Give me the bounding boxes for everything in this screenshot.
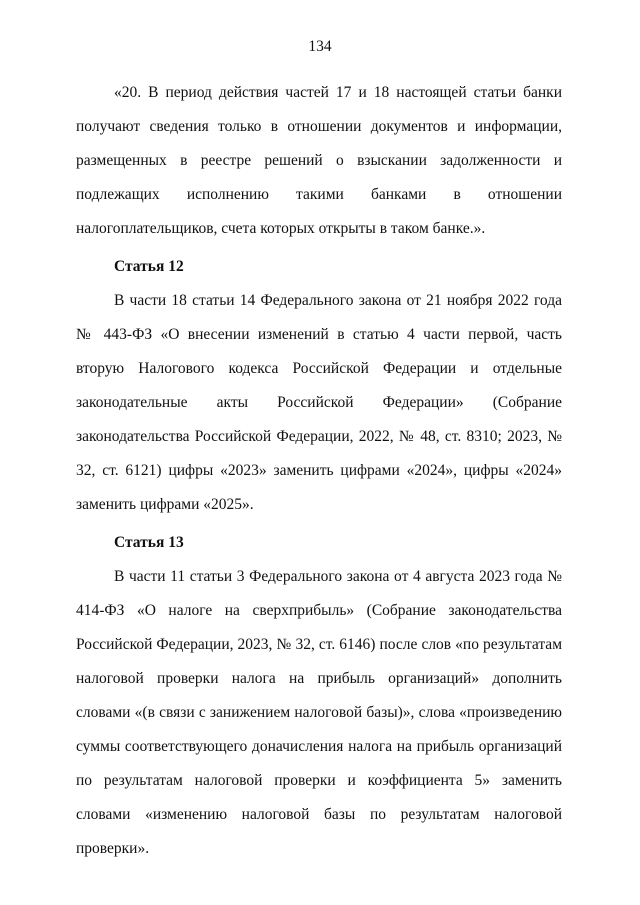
document-body (76, 76, 562, 866)
paragraph-article-11-part-20: «20. В период действия частей 17 и 18 настоящей статьи банки получают сведения только в отношении документов и информации, размещенных в реестре решений о взыскании задолженности и подлежащих исполнению такими банками в отношении налогоплательщиков, счета которых открыты в таком банке.». (76, 84, 562, 237)
paragraph-article-13: В части 11 статьи 3 Федерального закона от 4 августа 2023 года № 414-ФЗ «О налоге на сверхприбыль» (Собрание законодательства Российской Федерации, 2023, № 32, ст. 6146) после слов «по результатам налоговой проверки налога на прибыль организаций» дополнить словами «(в связи с занижением налоговой базы)», слова «произведению суммы соответствующего доначисления налога на прибыль организаций по результатам налоговой проверки и коэффициента 5» заменить словами «изменению налоговой базы по результатам налоговой проверки». (76, 568, 562, 857)
page-number: 134 (308, 38, 332, 55)
heading-article-13: Статья 13 (114, 534, 184, 551)
heading-article-12: Статья 12 (114, 258, 184, 275)
paragraph-article-12: В части 18 статьи 14 Федерального закона от 21 ноября 2022 года № 443-ФЗ «О внесении изменений в статью 4 части первой, часть вторую Налогового кодекса Российской Федерации и отдельные законодательные акты Российской Федерации» (Собрание законодательства Российской Федерации, 2022, № 48, ст. 8310; 2023, № 32, ст. 6121) цифры «2023» заменить цифрами «2024», цифры «2024» заменить цифрами «2025». (76, 292, 562, 513)
